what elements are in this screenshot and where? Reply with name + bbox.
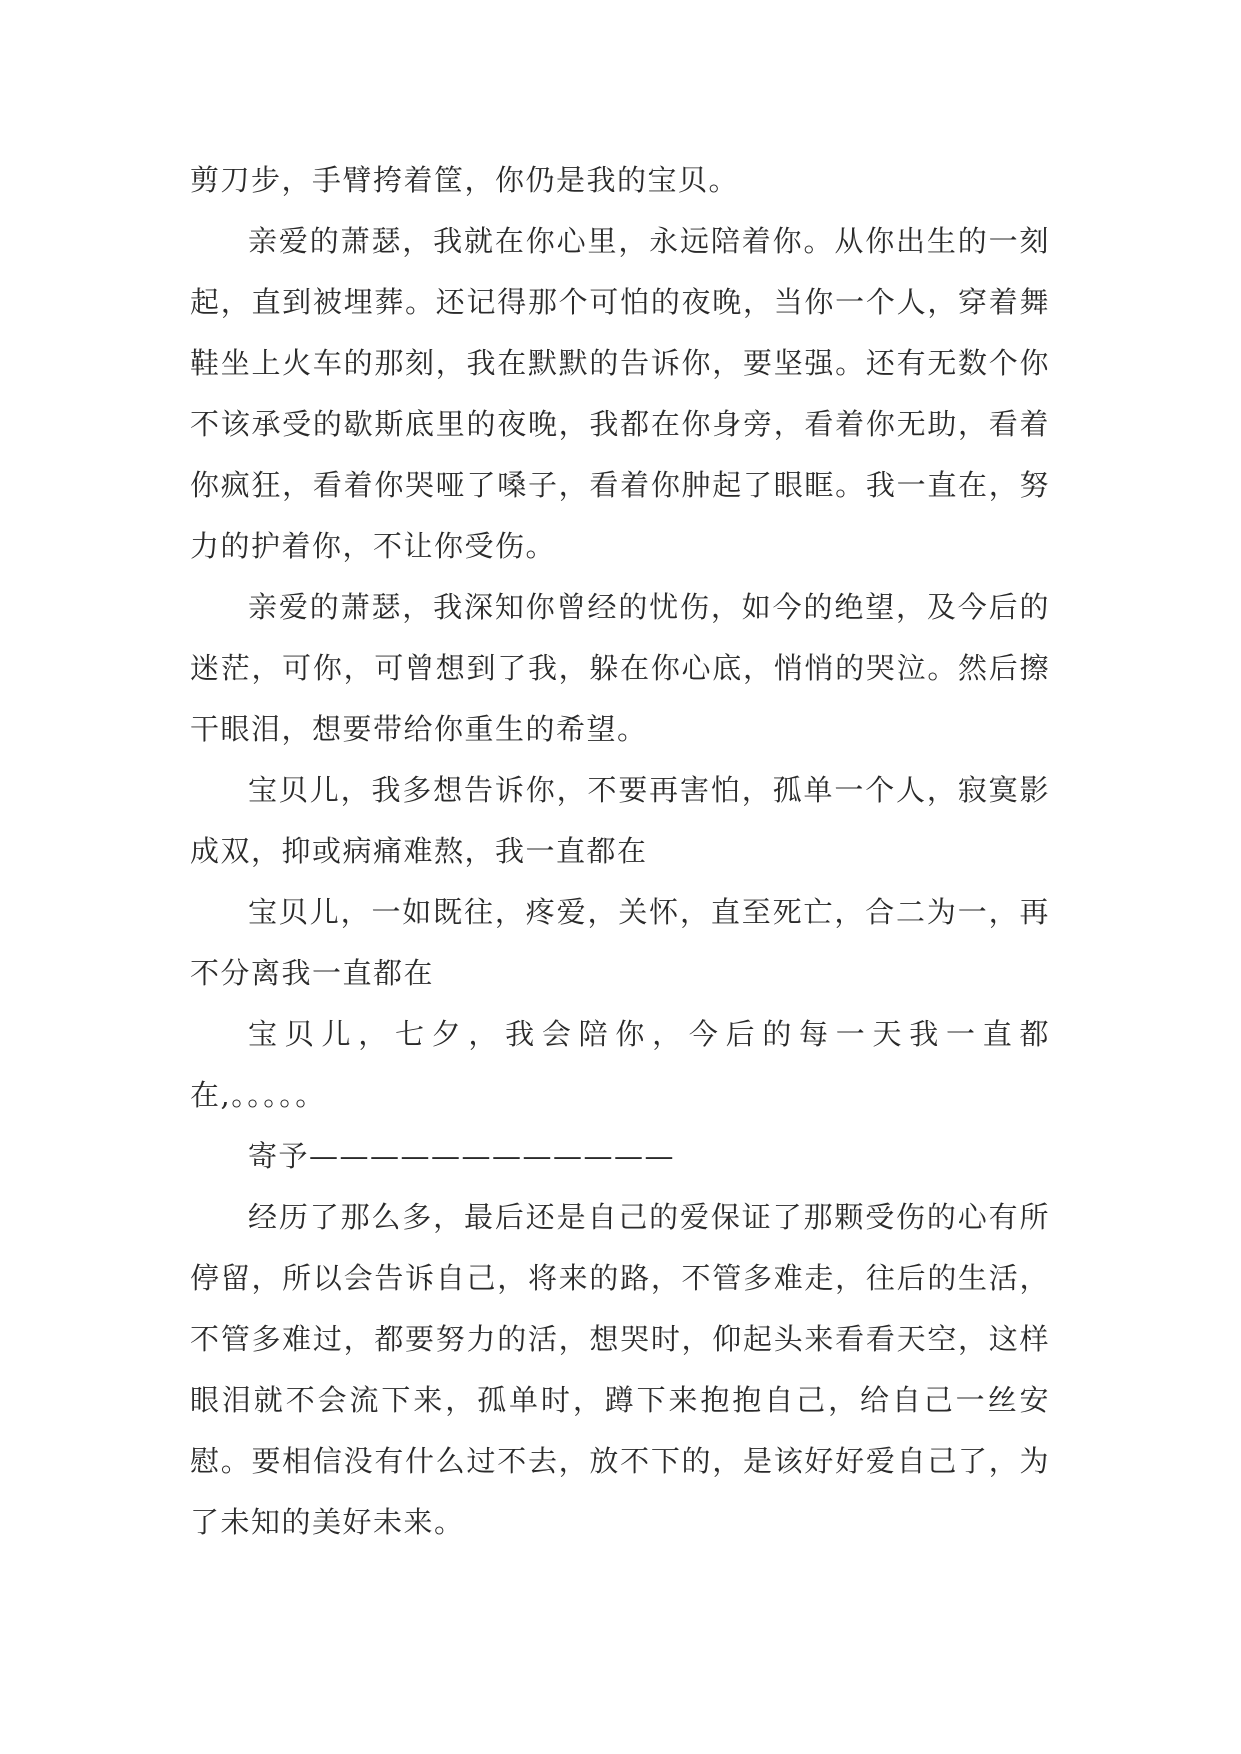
paragraph: 经历了那么多，最后还是自己的爱保证了那颗受伤的心有所停留，所以会告诉自己，将来的路，不管多难走，往后的生活，不管多难过，都要努力的活，想哭时，仰起头来看看天空，这样眼泪就不会流下来，孤单时，蹲下来抱抱自己，给自己一丝安慰。要相信没有什么过不去，放不下的，是该好好爱自己了，为了未知的美好未来。	[190, 1200, 1050, 1539]
paragraph-continuation: 剪刀步，手臂挎着筐，你仍是我的宝贝。	[190, 163, 740, 197]
paragraph: 宝贝儿，一如既往，疼爱，关怀，直至死亡，合二为一，再不分离我一直都在	[190, 895, 1050, 990]
document-page	[190, 150, 1050, 1553]
paragraph: 亲爱的萧瑟，我就在你心里，永远陪着你。从你出生的一刻起，直到被埋葬。还记得那个可怕的夜晚，当你一个人，穿着舞鞋坐上火车的那刻，我在默默的告诉你，要坚强。还有无数个你不该承受的歇斯底里的夜晚，我都在你身旁，看着你无助，看着你疯狂，看着你哭哑了嗓子，看着你肿起了眼眶。我一直在，努力的护着你，不让你受伤。	[190, 224, 1050, 563]
dedication-line: 寄予————————————	[248, 1139, 676, 1173]
paragraph: 亲爱的萧瑟，我深知你曾经的忧伤，如今的绝望，及今后的迷茫，可你，可曾想到了我，躲在你心底，悄悄的哭泣。然后擦干眼泪，想要带给你重生的希望。	[190, 590, 1050, 746]
paragraph: 宝贝儿，七夕，我会陪你，今后的每一天我一直都在,。。。。。	[190, 1017, 1050, 1112]
paragraph: 宝贝儿，我多想告诉你，不要再害怕，孤单一个人，寂寞影成双，抑或病痛难熬，我一直都在	[190, 773, 1050, 868]
